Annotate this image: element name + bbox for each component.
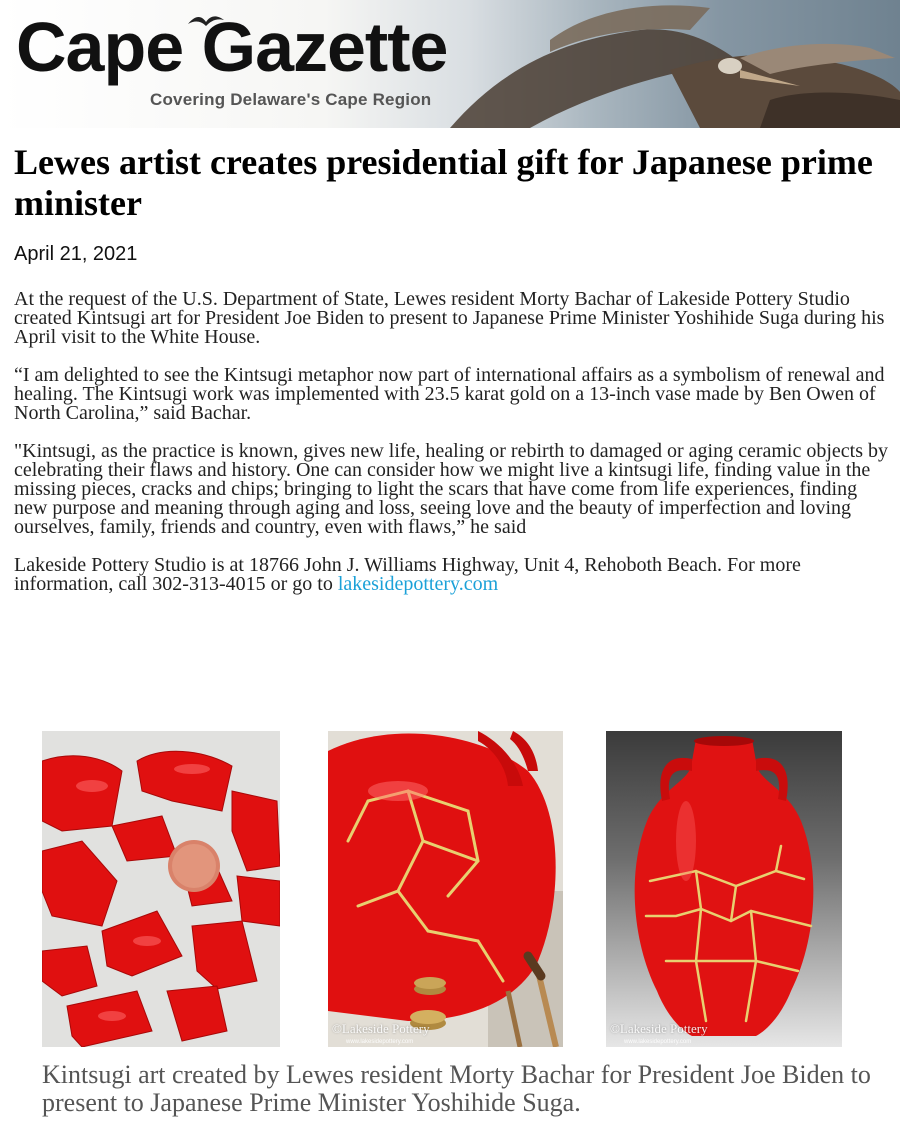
- seagull-icon: [186, 12, 226, 30]
- photo-watermark-url: www.lakesidepottery.com: [624, 1039, 692, 1045]
- finished-vase-photo: [606, 731, 842, 1047]
- contact-text: Lakeside Pottery Studio is at 18766 John J. Williams Highway, Unit 4, Rehoboth Beach. For more information, call 302-313-4015 or go to: [14, 554, 801, 595]
- article-date: April 21, 2021: [14, 243, 138, 265]
- masthead-banner: [0, 0, 900, 128]
- photo-watermark-url: www.lakesidepottery.com: [346, 1039, 414, 1045]
- photo-caption: Kintsugi art created by Lewes resident Morty Bachar for President Joe Biden to present to Japanese Prime Minister Yoshihide Suga.: [42, 1060, 871, 1117]
- article-headline: Lewes artist creates presidential gift for Japanese prime minister: [14, 142, 873, 223]
- lakeside-pottery-link[interactable]: lakesidepottery.com: [337, 573, 499, 595]
- contact-paragraph: [14, 556, 894, 594]
- finished-kintsugi-vase: [606, 731, 842, 1047]
- broken-pottery-shards: [42, 731, 280, 1047]
- photo-watermark: ©Lakeside Pottery: [610, 1021, 708, 1036]
- article-paragraph: “I am delighted to see the Kintsugi metaphor now part of international affairs as a symbolism of renewal and healing. The Kintsugi work was implemented with 23.5 karat gold on a 13-inch vase made by Ben Owen of North Carolina,” said Bachar.: [14, 364, 885, 424]
- pelicans-photo: [440, 0, 900, 128]
- article-paragraph: At the request of the U.S. Department of State, Lewes resident Morty Bachar of Lakeside Pottery Studio created Kintsugi art for President Joe Biden to present to Japanese Prime Minister Yoshihide Suga during his April visit to the White House.: [14, 288, 885, 348]
- gold-repair-vase: [328, 731, 563, 1047]
- site-tagline: Covering Delaware's Cape Region: [150, 90, 432, 109]
- gold-repair-photo: [328, 731, 563, 1047]
- photo-watermark: ©Lakeside Pottery: [332, 1021, 430, 1036]
- site-logo[interactable]: Cape Gazette: [16, 8, 448, 86]
- broken-pottery-photo: [42, 731, 280, 1047]
- article-paragraph: "Kintsugi, as the practice is known, gives new life, healing or rebirth to damaged or aging ceramic objects by celebrating their flaws and history. One can consider how we might live a kintsugi life, finding value in the missing pieces, cracks and chips; bringing to light the scars that have come from life experiences, finding new purpose and meaning through aging and loss, seeing love and the beauty of imperfection and loving ourselves, family, friends and country, even with flaws,” he said: [14, 440, 889, 538]
- article-body: [14, 290, 894, 613]
